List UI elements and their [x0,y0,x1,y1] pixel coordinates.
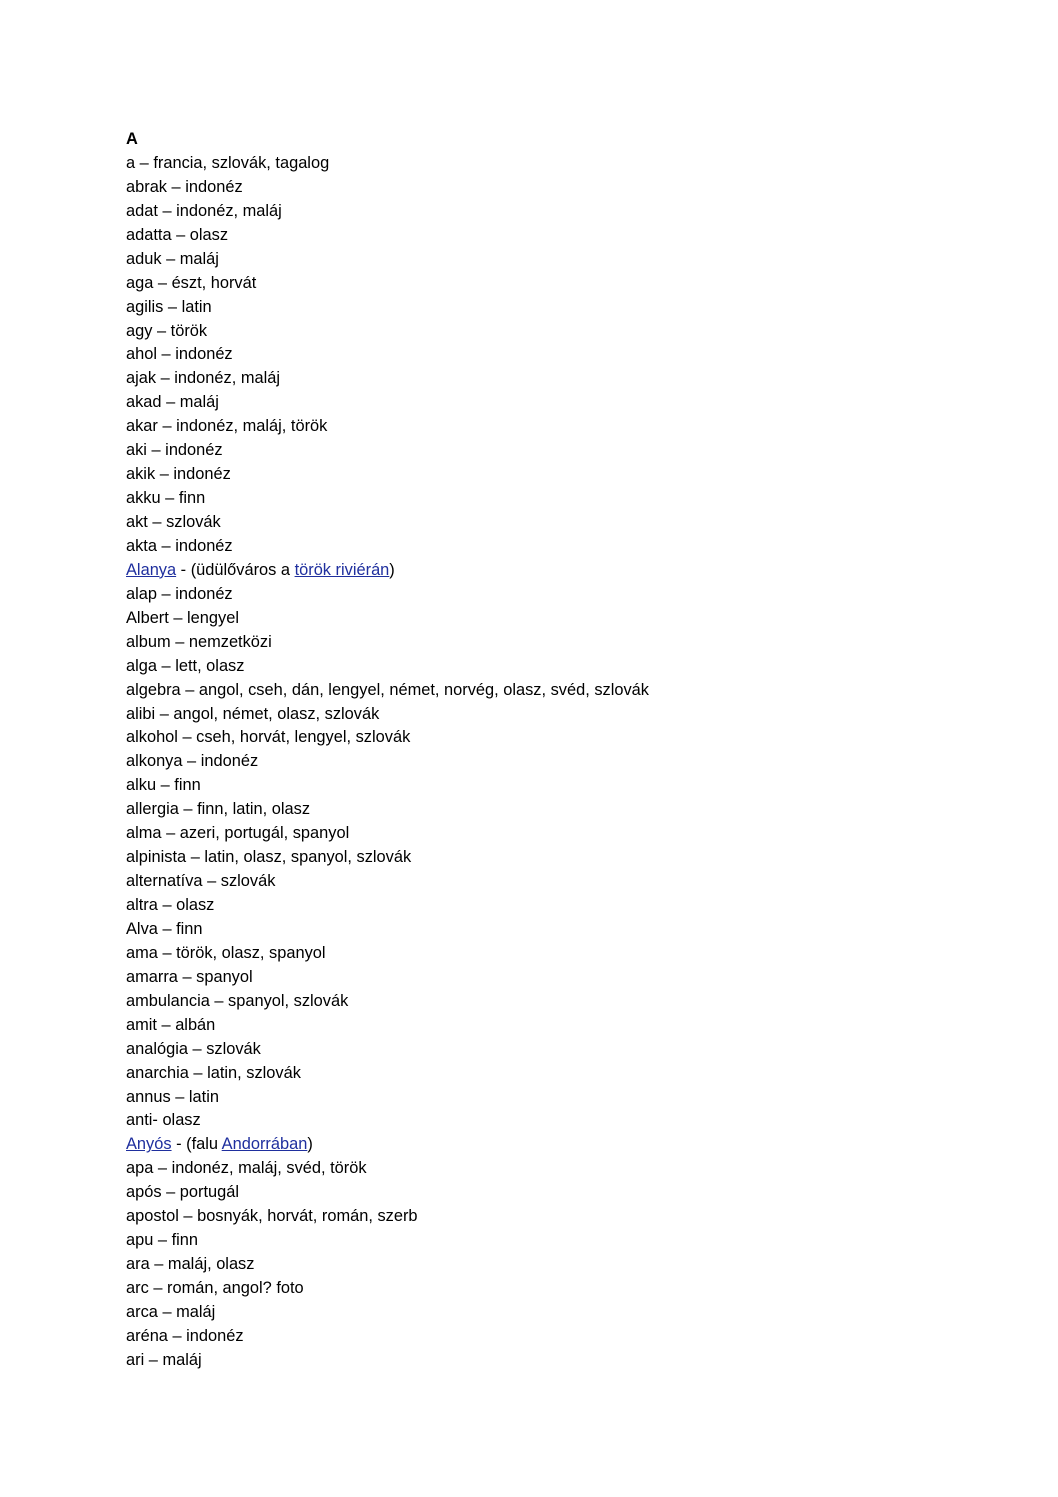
list-item [126,655,986,679]
entry-link[interactable]: Anyós [126,1135,172,1154]
list-item [126,750,986,774]
document-page [126,128,986,1373]
entry-text: agilis – latin [126,297,212,316]
entry-text: ahol – indonéz [126,345,233,364]
list-item [126,846,986,870]
list-item [126,200,986,224]
entry-text: akta – indonéz [126,536,233,555]
entry-text: adat – indonéz, maláj [126,201,282,220]
word-list [126,152,986,1373]
entry-text: ) [307,1135,313,1154]
entry-text: ) [389,560,395,579]
entry-text: ari – maláj [126,1350,202,1369]
entry-text: após – portugál [126,1183,239,1202]
entry-text: ama – török, olasz, spanyol [126,943,326,962]
list-item [126,487,986,511]
section-heading: A [126,130,138,148]
entry-text: Alva – finn [126,919,203,938]
entry-text: akik – indonéz [126,465,231,484]
list-item [126,296,986,320]
list-item [126,798,986,822]
list-item [126,1157,986,1181]
list-item [126,559,986,583]
entry-text: akt – szlovák [126,513,221,531]
entry-text: apa – indonéz, maláj, svéd, török [126,1159,367,1178]
entry-text: arc – román, angol? foto [126,1279,304,1297]
entry-text: algebra – angol, cseh, dán, lengyel, német, norvég, olasz, svéd, szlovák [126,680,649,699]
entry-text: analógia – szlovák [126,1039,261,1058]
entry-link[interactable]: Alanya [126,560,177,579]
list-item [126,248,986,272]
list-item [126,1062,986,1086]
list-item [126,1229,986,1253]
entry-text: akad – maláj [126,393,219,412]
entry-text: altra – olasz [126,896,215,914]
list-item [126,774,986,798]
list-item [126,679,986,703]
list-item [126,1133,986,1157]
entry-text: alternatíva – szlovák [126,872,276,891]
list-item [126,391,986,415]
list-item [126,1014,986,1038]
list-item [126,1205,986,1229]
list-item [126,1038,986,1062]
entry-text: alma – azeri, portugál, spanyol [126,824,350,843]
list-item [126,176,986,200]
entry-text: alkohol – cseh, horvát, lengyel, szlovák [126,728,411,747]
entry-text: adatta – olasz [126,225,229,244]
entry-text: akar – indonéz, maláj, török [126,417,328,436]
list-item [126,894,986,918]
entry-text: apu – finn [126,1231,198,1250]
entry-text: alap – indonéz [126,584,233,603]
entry-text: allergia – finn, latin, olasz [126,800,311,819]
entry-text: alibi – angol, német, olasz, szlovák [126,704,380,723]
entry-text: alpinista – latin, olasz, spanyol, szlovák [126,848,412,867]
list-item [126,1325,986,1349]
list-item [126,1349,986,1373]
list-item [126,966,986,990]
entry-text: aga – észt, horvát [126,273,257,292]
entry-text: anti- olasz [126,1111,201,1130]
list-item [126,439,986,463]
entry-text: - (falu [171,1135,222,1154]
list-item [126,726,986,750]
entry-text: - (üdülőváros a [176,560,295,579]
entry-text: arca – maláj [126,1302,216,1321]
entry-text: ajak – indonéz, maláj [126,369,280,388]
entry-text: amit – albán [126,1015,216,1034]
list-item [126,1277,986,1301]
entry-text: apostol – bosnyák, horvát, román, szerb [126,1207,418,1226]
entry-text: aduk – maláj [126,249,219,268]
list-item [126,511,986,535]
list-item [126,870,986,894]
list-item [126,1109,986,1133]
entry-text: amarra – spanyol [126,967,253,986]
entry-text: alku – finn [126,776,201,795]
list-item [126,320,986,344]
entry-text: a – francia, szlovák, tagalog [126,153,330,172]
entry-text: akku – finn [126,489,206,508]
list-item [126,990,986,1014]
entry-text: aki – indonéz [126,441,223,460]
list-item [126,631,986,655]
list-item [126,703,986,727]
list-item [126,415,986,439]
list-item [126,1086,986,1110]
list-item [126,152,986,176]
list-item [126,272,986,296]
list-item [126,607,986,631]
entry-text: anarchia – latin, szlovák [126,1063,301,1082]
entry-text: alga – lett, olasz [126,656,245,675]
list-item [126,583,986,607]
list-item [126,822,986,846]
entry-text: Albert – lengyel [126,608,239,627]
list-item [126,1253,986,1277]
entry-text: agy – török [126,321,208,340]
entry-link[interactable]: Andorrában [221,1135,308,1154]
list-item [126,1181,986,1205]
entry-text: ambulancia – spanyol, szlovák [126,991,349,1010]
list-item [126,942,986,966]
entry-text: aréna – indonéz [126,1326,244,1345]
list-item [126,1301,986,1325]
entry-link[interactable]: török riviérán [294,560,390,579]
list-item [126,918,986,942]
list-item [126,224,986,248]
entry-text: album – nemzetközi [126,632,272,651]
list-item [126,343,986,367]
entry-text: alkonya – indonéz [126,752,259,771]
list-item [126,463,986,487]
list-item [126,367,986,391]
entry-text: ara – maláj, olasz [126,1255,255,1274]
list-item [126,535,986,559]
entry-text: abrak – indonéz [126,177,243,196]
entry-text: annus – latin [126,1087,219,1106]
